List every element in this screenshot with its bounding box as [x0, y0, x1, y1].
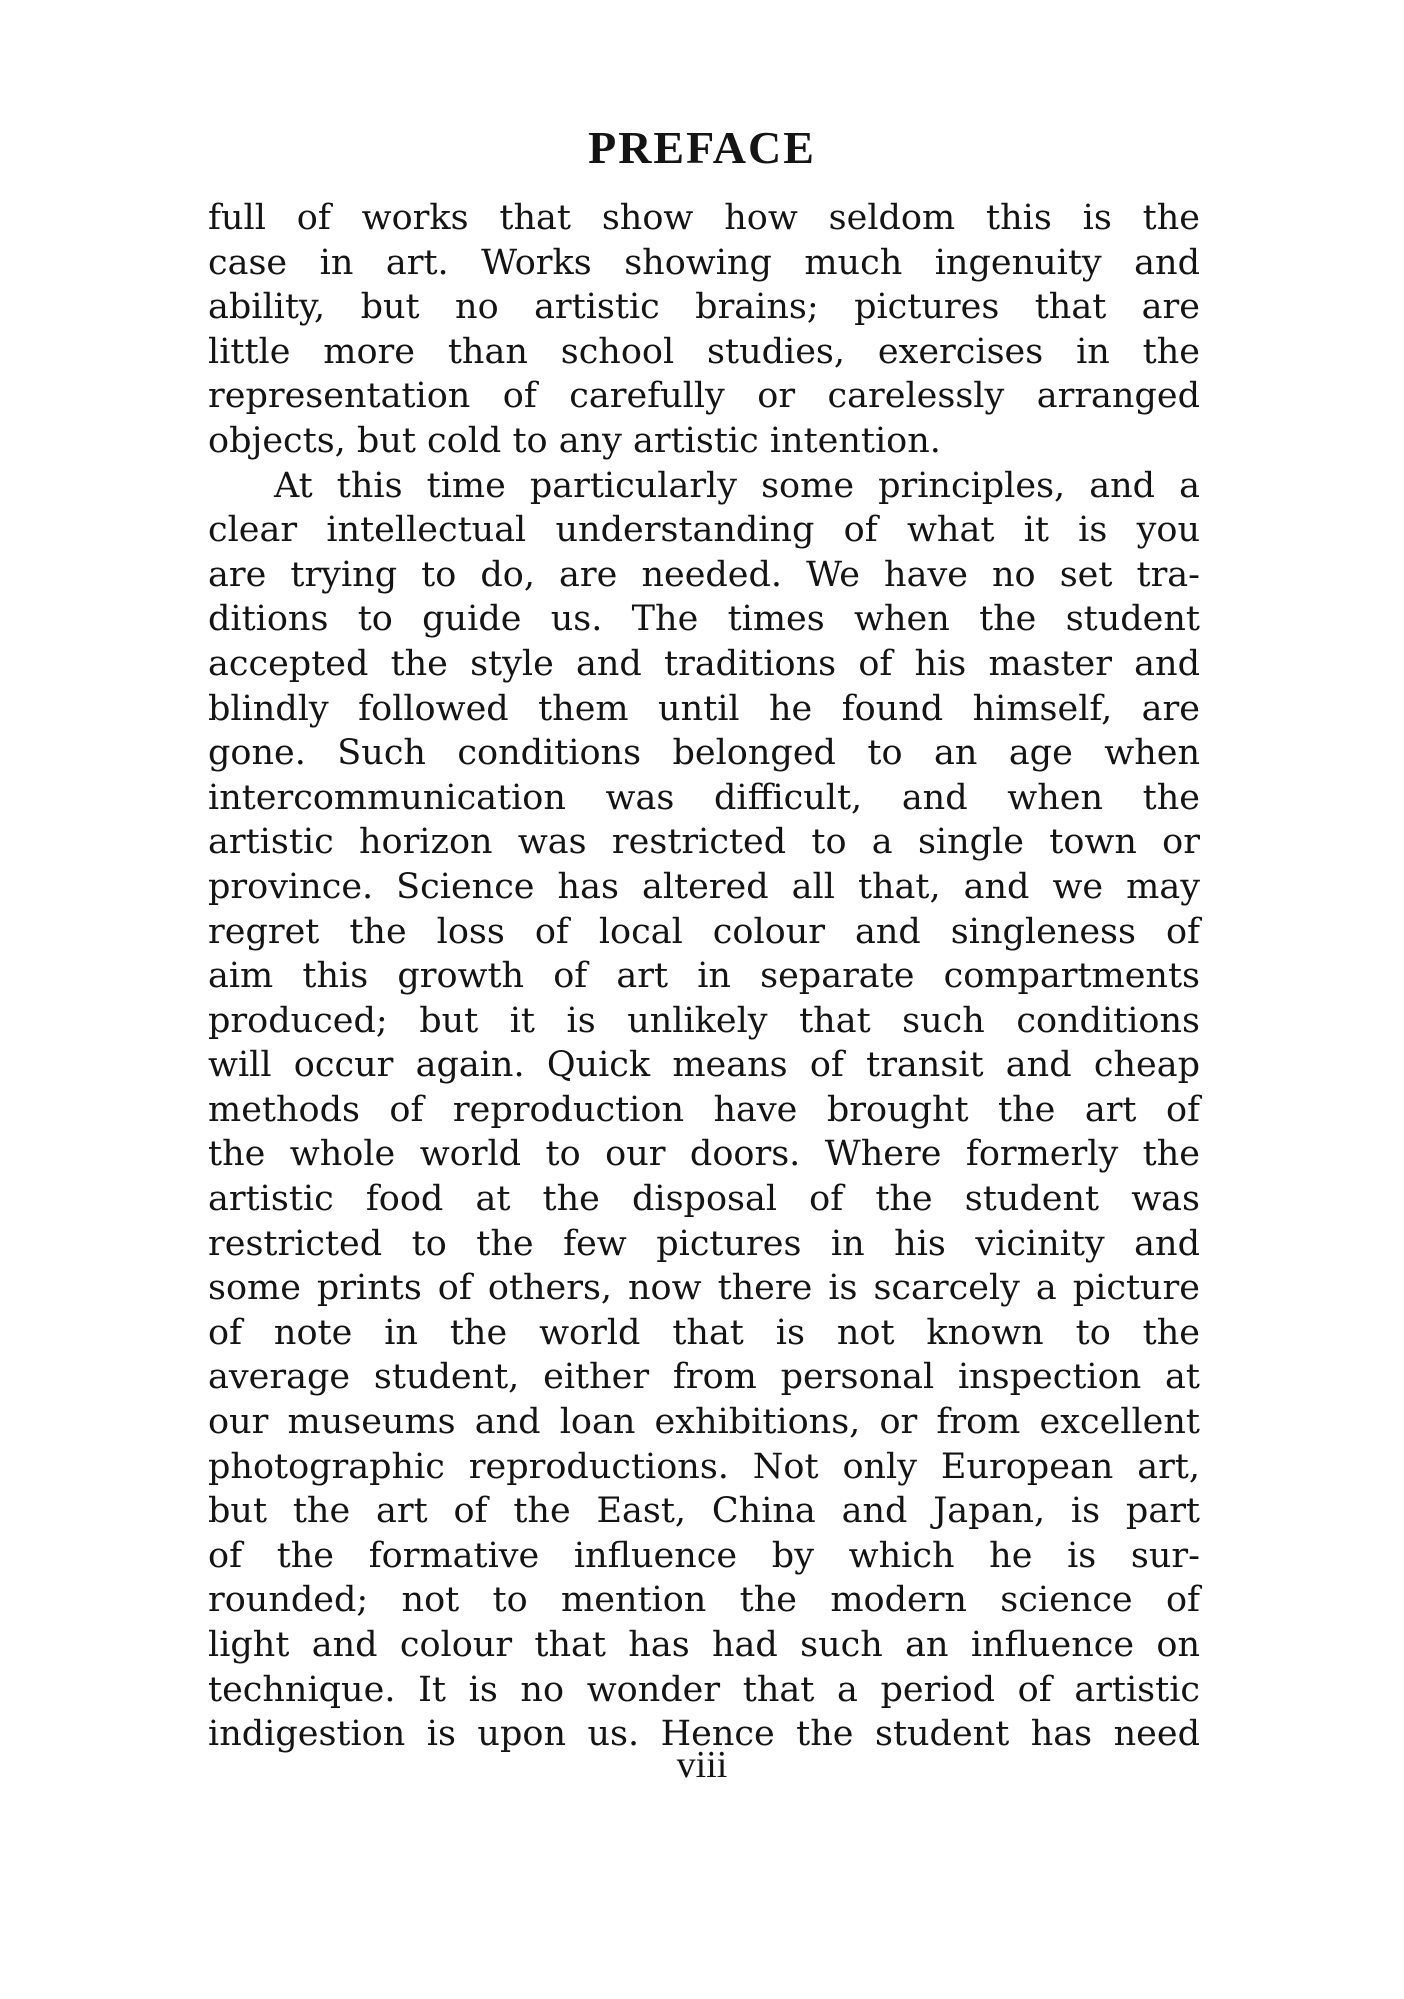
text-line: some prints of others, now there is scarcely a picture: [208, 1268, 1200, 1309]
text-line: are trying to do, are needed. We have no set tra-: [208, 554, 1200, 595]
text-line: photographic reproductions. Not only European art,: [208, 1446, 1200, 1487]
text-line: aim this growth of art in separate compartments: [208, 956, 1200, 997]
text-line: blindly followed them until he found himself, are: [208, 688, 1200, 729]
text-line: province. Science has altered all that, and we may: [208, 866, 1200, 907]
text-line: methods of reproduction have brought the art of: [208, 1089, 1200, 1130]
text-line: light and colour that has had such an influence on: [208, 1625, 1200, 1665]
text-line: restricted to the few pictures in his vicinity and: [208, 1223, 1200, 1264]
text-line: objects, but cold to any artistic intention.: [208, 420, 941, 461]
text-line: intercommunication was difficult, and when the: [208, 777, 1200, 818]
text-line: ditions to guide us. The times when the student: [208, 599, 1200, 640]
text-line: artistic horizon was restricted to a single town or: [208, 822, 1200, 863]
running-head: PREFACE: [588, 122, 816, 173]
text-line: produced; but it is unlikely that such conditions: [208, 1000, 1200, 1041]
text-line: but the art of the East, China and Japan, is part: [208, 1491, 1200, 1532]
paragraph-first-line: At this time particularly some principles, and a: [274, 465, 1200, 506]
text-line: artistic food at the disposal of the student was: [208, 1179, 1200, 1220]
text-line: clear intellectual understanding of what it is you: [208, 510, 1200, 551]
text-line: gone. Such conditions belonged to an age when: [208, 733, 1200, 774]
text-line: average student, either from personal inspection at: [208, 1357, 1200, 1398]
text-line: accepted the style and traditions of his master and: [208, 643, 1200, 684]
text-line: representation of carefully or carelessly arranged: [208, 376, 1200, 417]
text-line: little more than school studies, exercises in the: [208, 331, 1200, 372]
text-line: the whole world to our doors. Where formerly the: [208, 1134, 1200, 1175]
text-line: of note in the world that is not known to the: [208, 1312, 1200, 1353]
text-line: regret the loss of local colour and singleness of: [208, 911, 1200, 952]
text-line: technique. It is no wonder that a period of artistic: [208, 1669, 1200, 1710]
text-line: our museums and loan exhibitions, or from excellent: [208, 1402, 1200, 1443]
body-text: [208, 196, 1200, 1757]
text-line: case in art. Works showing much ingenuity and: [208, 242, 1200, 283]
text-line: full of works that show how seldom this is the: [208, 198, 1200, 238]
text-line: rounded; not to mention the modern science of: [208, 1580, 1200, 1621]
text-line: will occur again. Quick means of transit and cheap: [208, 1045, 1200, 1086]
page-number: viii: [676, 1744, 728, 1786]
text-line: indigestion is upon us. Hence the student has need: [208, 1714, 1200, 1755]
text-line: of the formative influence by which he is sur-: [208, 1535, 1200, 1576]
text-line: ability, but no artistic brains; pictures that are: [208, 287, 1200, 328]
